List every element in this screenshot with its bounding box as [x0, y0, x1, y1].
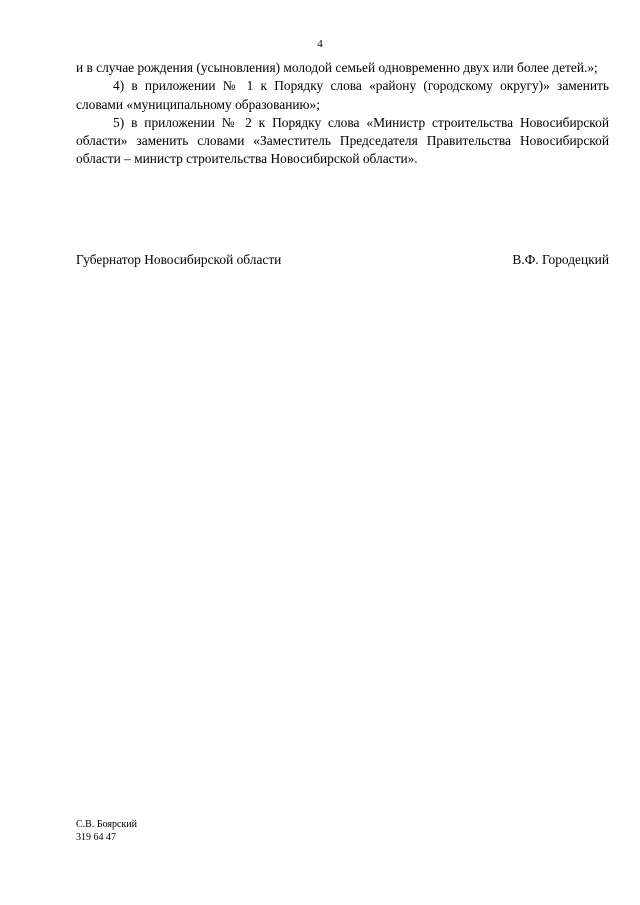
signatory-position: Губернатор Новосибирской области: [76, 252, 282, 267]
signatory-name: В.Ф. Городецкий: [512, 252, 609, 267]
paragraph-item-4: 4) в приложении № 1 к Порядку слова «району (городскому округу)» заменить словами «муниципальному образованию»;: [76, 78, 609, 112]
paragraph-continuation: и в случае рождения (усыновления) молодой семьей одновременно двух или более детей.»;: [76, 60, 598, 75]
executor-block: [76, 819, 137, 844]
paragraph-item-5: 5) в приложении № 2 к Порядку слова «Министр строительства Новосибирской области» заменить словами «Заместитель Председателя Правительства Новосибирской области – министр строительства Новосибирской области».: [76, 114, 609, 167]
document-body: [76, 59, 609, 169]
page-number: 4: [317, 38, 323, 50]
executor-name: С.В. Боярский: [76, 819, 137, 830]
executor-phone: 319 64 47: [76, 831, 116, 843]
